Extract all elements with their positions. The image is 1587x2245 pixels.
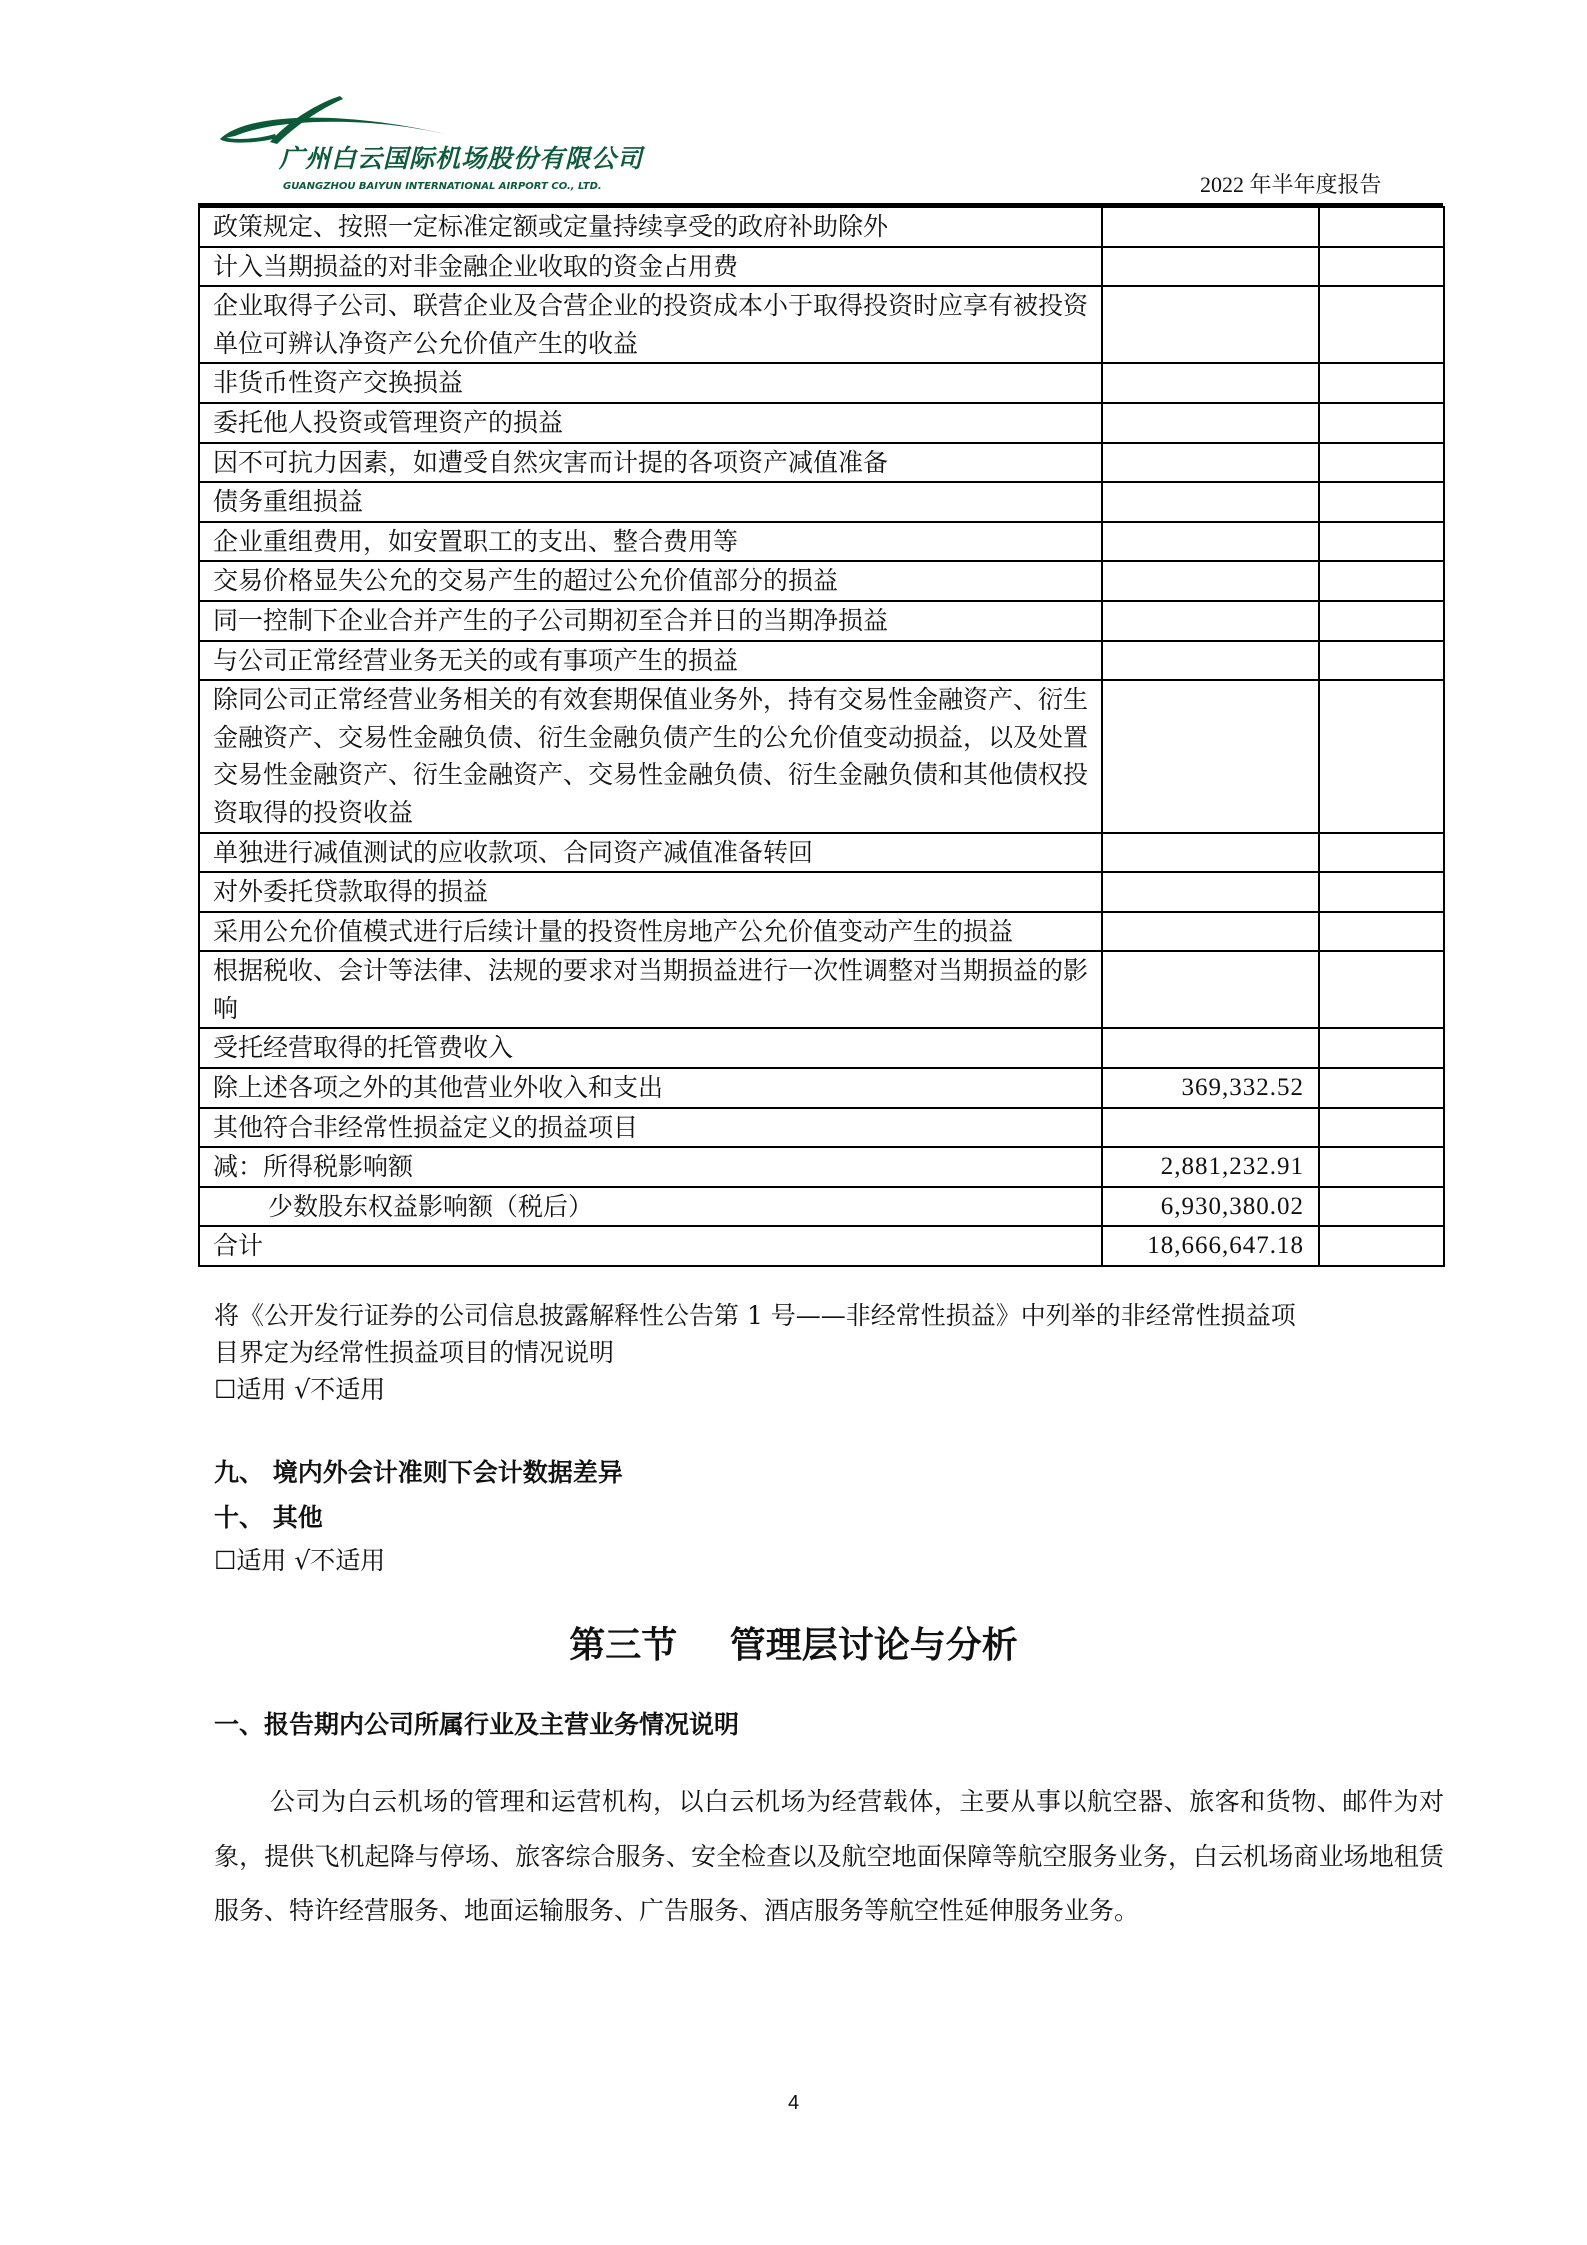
row-amount [1102, 951, 1319, 1028]
table-row [199, 1068, 1444, 1108]
row-note [1319, 443, 1444, 483]
table-row [199, 1147, 1444, 1187]
table-row [199, 561, 1444, 601]
airplane-swoosh-icon [215, 94, 475, 146]
row-item: 除同公司正常经营业务相关的有效套期保值业务外，持有交易性金融资产、衍生金融资产、交易性金融负债、衍生金融负债产生的公允价值变动损益，以及处置交易性金融资产、衍生金融资产、交易性金融负债、衍生金融负债和其他债权投资取得的投资收益 [199, 680, 1102, 832]
row-item: 因不可抗力因素，如遭受自然灾害而计提的各项资产减值准备 [199, 443, 1102, 483]
table-row [199, 1187, 1444, 1227]
row-item: 受托经营取得的托管费收入 [199, 1028, 1102, 1068]
row-item: 债务重组损益 [199, 482, 1102, 522]
table-row [199, 680, 1444, 832]
section-10-heading: 十、 其他 [214, 1503, 323, 1532]
table-row [199, 912, 1444, 952]
row-item: 政策规定、按照一定标准定额或定量持续享受的政府补助除外 [199, 207, 1102, 247]
section-10-applicable: ☐适用 √不适用 [214, 1546, 386, 1575]
row-note [1319, 403, 1444, 443]
row-amount [1102, 363, 1319, 403]
row-item: 采用公允价值模式进行后续计量的投资性房地产公允价值变动产生的损益 [199, 912, 1102, 952]
table-row [199, 601, 1444, 641]
row-amount: 369,332.52 [1102, 1068, 1319, 1108]
table-row [199, 641, 1444, 681]
row-item: 除上述各项之外的其他营业外收入和支出 [199, 1068, 1102, 1108]
table-row [199, 833, 1444, 873]
non-recurring-gains-table [198, 206, 1445, 1267]
row-amount [1102, 207, 1319, 247]
row-amount [1102, 680, 1319, 832]
row-item: 对外委托贷款取得的损益 [199, 872, 1102, 912]
row-amount [1102, 641, 1319, 681]
table-row [199, 247, 1444, 287]
row-item: 企业取得子公司、联营企业及合营企业的投资成本小于取得投资时应享有被投资单位可辨认净资产公允价值产生的收益 [199, 286, 1102, 363]
row-amount [1102, 912, 1319, 952]
row-note [1319, 286, 1444, 363]
table-row [199, 1226, 1444, 1266]
row-amount [1102, 872, 1319, 912]
row-amount [1102, 286, 1319, 363]
row-item: 减：所得税影响额 [199, 1147, 1102, 1187]
row-item: 委托他人投资或管理资产的损益 [199, 403, 1102, 443]
company-name-cn: 广州白云国际机场股份有限公司 [279, 144, 644, 173]
row-amount [1102, 247, 1319, 287]
row-amount: 2,881,232.91 [1102, 1147, 1319, 1187]
row-note [1319, 1226, 1444, 1266]
row-note [1319, 1068, 1444, 1108]
page-number: 4 [787, 2092, 800, 2114]
row-note [1319, 247, 1444, 287]
row-note [1319, 912, 1444, 952]
company-logo [215, 94, 665, 194]
note-applicable: ☐适用 √不适用 [214, 1375, 386, 1404]
row-note [1319, 1108, 1444, 1148]
row-note [1319, 207, 1444, 247]
row-item: 单独进行减值测试的应收款项、合同资产减值准备转回 [199, 833, 1102, 873]
row-item: 合计 [199, 1226, 1102, 1266]
section-9-heading: 九、 境内外会计准则下会计数据差异 [214, 1458, 623, 1487]
row-note [1319, 363, 1444, 403]
row-note [1319, 1187, 1444, 1227]
row-item: 少数股东权益影响额（税后） [199, 1187, 1102, 1227]
note-line-2: 目界定为经常性损益项目的情况说明 [214, 1338, 615, 1367]
table-row [199, 286, 1444, 363]
row-item: 与公司正常经营业务无关的或有事项产生的损益 [199, 641, 1102, 681]
table-row [199, 403, 1444, 443]
row-item: 企业重组费用，如安置职工的支出、整合费用等 [199, 522, 1102, 562]
row-note [1319, 601, 1444, 641]
row-note [1319, 1147, 1444, 1187]
report-title: 2022 年半年度报告 [1200, 172, 1382, 197]
chapter-title: 第三节 管理层讨论与分析 [569, 1625, 1018, 1666]
row-note [1319, 482, 1444, 522]
company-name-en: GUANGZHOU BAIYUN INTERNATIONAL AIRPORT CO., LTD. [283, 181, 602, 192]
table-row [199, 1028, 1444, 1068]
row-amount: 6,930,380.02 [1102, 1187, 1319, 1227]
table-row [199, 482, 1444, 522]
row-item: 计入当期损益的对非金融企业收取的资金占用费 [199, 247, 1102, 287]
row-amount [1102, 1028, 1319, 1068]
row-amount [1102, 1108, 1319, 1148]
row-amount: 18,666,647.18 [1102, 1226, 1319, 1266]
table-row [199, 1108, 1444, 1148]
row-amount [1102, 482, 1319, 522]
row-amount [1102, 522, 1319, 562]
table-row [199, 363, 1444, 403]
row-amount [1102, 833, 1319, 873]
row-item: 同一控制下企业合并产生的子公司期初至合并日的当期净损益 [199, 601, 1102, 641]
row-note [1319, 833, 1444, 873]
row-item: 其他符合非经常性损益定义的损益项目 [199, 1108, 1102, 1148]
row-amount [1102, 403, 1319, 443]
row-note [1319, 522, 1444, 562]
row-note [1319, 641, 1444, 681]
row-amount [1102, 561, 1319, 601]
table-row [199, 207, 1444, 247]
row-item: 根据税收、会计等法律、法规的要求对当期损益进行一次性调整对当期损益的影响 [199, 951, 1102, 1028]
sub-heading: 一、报告期内公司所属行业及主营业务情况说明 [214, 1710, 740, 1739]
row-item: 交易价格显失公允的交易产生的超过公允价值部分的损益 [199, 561, 1102, 601]
row-note [1319, 1028, 1444, 1068]
row-amount [1102, 443, 1319, 483]
row-note [1319, 561, 1444, 601]
table-row [199, 443, 1444, 483]
row-item: 非货币性资产交换损益 [199, 363, 1102, 403]
table-row [199, 872, 1444, 912]
row-note [1319, 872, 1444, 912]
table-row [199, 951, 1444, 1028]
note-line-1: 将《公开发行证券的公司信息披露解释性公告第 1 号——非经常性损益》中列举的非经常性损益项 [214, 1301, 1296, 1330]
row-amount [1102, 601, 1319, 641]
row-note [1319, 680, 1444, 832]
table-row [199, 522, 1444, 562]
row-note [1319, 951, 1444, 1028]
body-paragraph: 公司为白云机场的管理和运营机构，以白云机场为经营载体，主要从事以航空器、旅客和货物、邮件为对象，提供飞机起降与停场、旅客综合服务、安全检查以及航空地面保障等航空服务业务，白云机场商业场地租赁服务、特许经营服务、地面运输服务、广告服务、酒店服务等航空性延伸服务业务。 [214, 1787, 1444, 1925]
